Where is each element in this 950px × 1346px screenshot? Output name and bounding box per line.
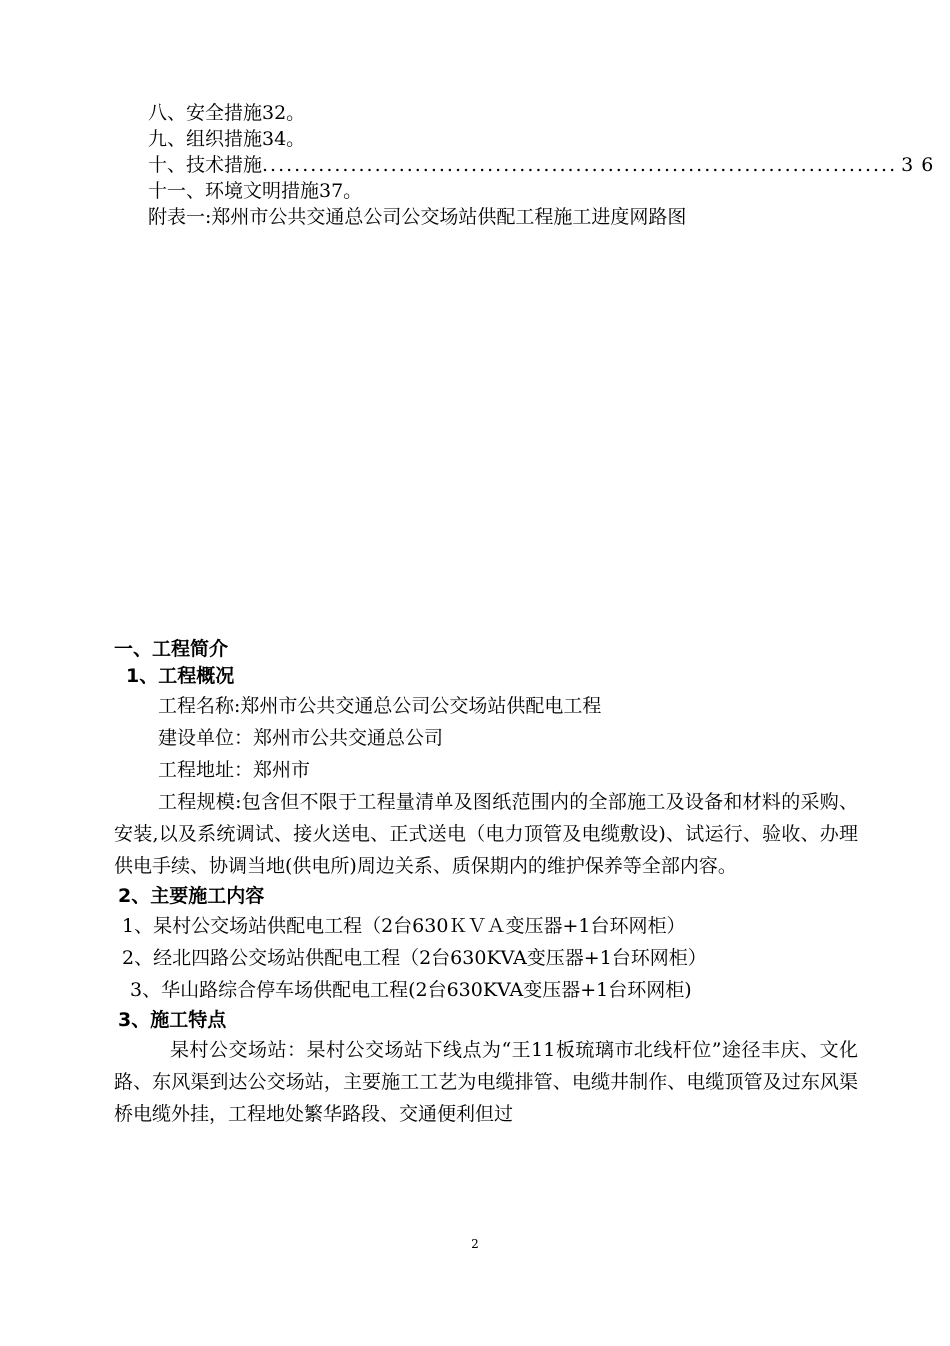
construction-unit: 建设单位：郑州市公共交通总公司 [158, 727, 444, 749]
toc-item-appendix[interactable]: 附表一:郑州市公共交通总公司公交场站供配工程施工进度网路图 [148, 206, 687, 228]
document-body [114, 636, 858, 1130]
list-item: 1、杲村公交场站供配电工程（2台630ＫＶＡ变压器+1台环网柜） [122, 915, 686, 937]
page-number: 2 [471, 1237, 479, 1251]
subsection-heading-overview: 1、工程概况 [126, 665, 235, 687]
toc-item-environment[interactable]: 十一、环境文明措施37。 [148, 180, 363, 202]
toc-item-technical[interactable] [148, 152, 942, 178]
toc-item-label: 十、技术措施 [148, 154, 263, 176]
subsection-heading-main-works: 2、主要施工内容 [118, 885, 265, 907]
toc-item-safety[interactable]: 八、安全措施32。 [148, 102, 306, 124]
project-scale: 工程规模:包含但不限于工程量清单及图纸范围内的全部施工及设备和材料的采购、安装,以及系统调试、接火送电、正式送电（电力顶管及电缆敷设)、试运行、验收、办理供电手续、协调当地(供电所)周边关系、质保期内的维护保养等全部内容。 [114, 791, 858, 877]
toc-item-organization[interactable]: 九、组织措施34。 [148, 128, 306, 150]
section-heading-overview: 一、工程简介 [114, 638, 229, 660]
project-name: 工程名称:郑州市公共交通总公司公交场站供配电工程 [158, 695, 602, 717]
list-item: 3、华山路综合停车场供配电工程(2台630KVA变压器+1台环网柜) [130, 979, 692, 1001]
features-paragraph: 杲村公交场站：杲村公交场站下线点为“王11板琉璃市北线杆位”途径丰庆、文化路、东风渠到达公交场站，主要施工工艺为电缆排管、电缆井制作、电缆顶管及过东风渠桥电缆外挂，工程地处繁华路段、交通便利但过 [114, 1039, 858, 1125]
project-address: 工程地址：郑州市 [158, 759, 311, 781]
toc-dot-leader: ............................................................................... [262, 154, 898, 176]
list-item: 2、经北四路公交场站供配电工程（2台630KVA变压器+1台环网柜） [122, 947, 707, 969]
toc-page-number: 36 [901, 154, 942, 176]
table-of-contents [148, 100, 942, 230]
subsection-heading-features: 3、施工特点 [118, 1009, 227, 1031]
